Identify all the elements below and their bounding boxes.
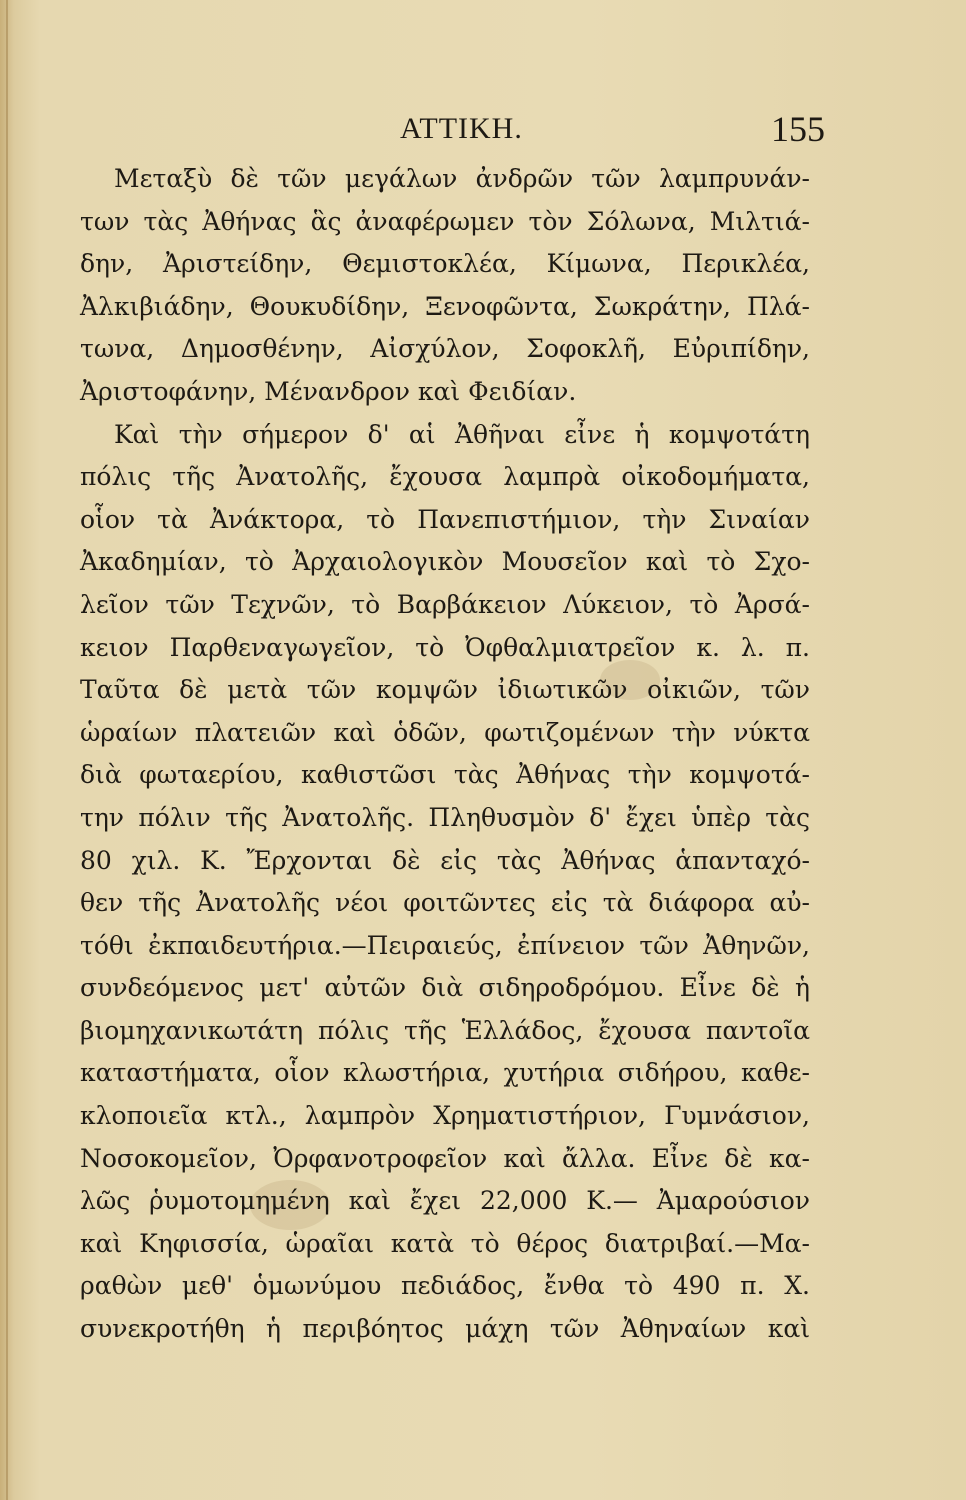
text-line: κειον Παρθεναγωγεῖον, τὸ Ὀφθαλμιατρεῖον κ. λ. π. xyxy=(80,632,810,662)
text-line: οἷον τὰ Ἀνάκτορα, τὸ Πανεπιστήμιον, τὴν Σιναίαν xyxy=(80,504,810,534)
text-line: θεν τῆς Ἀνατολῆς νέοι φοιτῶντες εἰς τὰ διάφορα αὐ- xyxy=(80,888,810,918)
running-header xyxy=(115,108,825,152)
body-text xyxy=(80,158,810,1351)
text-line: Καὶ τὴν σήμερον δ' αἱ Ἀθῆναι εἶνε ἡ κομψοτάτη xyxy=(114,419,810,449)
text-line: ραθὼν μεθ' ὁμωνύμου πεδιάδος, ἔνθα τὸ 490 π. Χ. xyxy=(80,1271,810,1301)
text-line: καὶ Κηφισσία, ὡραῖαι κατὰ τὸ θέρος διατριβαί.—Μα- xyxy=(80,1228,810,1258)
text-line: Νοσοκομεῖον, Ὀρφανοτροφεῖον καὶ ἄλλα. Εἶνε δὲ κα- xyxy=(80,1143,810,1173)
text-line: την πόλιν τῆς Ἀνατολῆς. Πληθυσμὸν δ' ἔχει ὑπὲρ τὰς xyxy=(80,802,810,832)
text-line: Ἀλκιβιάδην, Θουκυδίδην, Ξενοφῶντα, Σωκράτην, Πλά- xyxy=(80,291,810,321)
text-line: τόθι ἐκπαιδευτήρια.—Πειραιεύς, ἐπίνειον τῶν Ἀθηνῶν, xyxy=(80,930,810,960)
running-title: ΑΤΤΙΚΗ. xyxy=(400,112,523,145)
text-line: συνεκροτήθη ἡ περιβόητος μάχη τῶν Ἀθηναίων καὶ xyxy=(80,1314,810,1344)
text-line: 80 χιλ. Κ. Ἔρχονται δὲ εἰς τὰς Ἀθήνας ἁπανταχό- xyxy=(80,845,810,875)
text-line: βιομηχανικωτάτη πόλις τῆς Ἑλλάδος, ἔχουσα παντοῖα xyxy=(80,1015,810,1045)
text-line: Ἀριστοφάνην, Μένανδρον καὶ Φειδίαν. xyxy=(80,376,577,406)
text-line: ὡραίων πλατειῶν καὶ ὁδῶν, φωτιζομένων τὴν νύκτα xyxy=(80,717,810,747)
text-line: Μεταξὺ δὲ τῶν μεγάλων ἀνδρῶν τῶν λαμπρυνάν- xyxy=(114,164,810,193)
text-line: διὰ φωταερίου, καθιστῶσι τὰς Ἀθήνας τὴν κομψοτά- xyxy=(80,760,810,790)
text-line: κλοποιεῖα κτλ., λαμπρὸν Χρηματιστήριον, Γυμνάσιον, xyxy=(80,1101,810,1131)
text-line: των τὰς Ἀθήνας ἃς ἀναφέρωμεν τὸν Σόλωνα, Μιλτιά- xyxy=(80,206,810,236)
text-line: λεῖον τῶν Τεχνῶν, τὸ Βαρβάκειον Λύκειον, τὸ Ἀρσά- xyxy=(80,589,810,619)
text-line: λῶς ῥυμοτομημένη καὶ ἔχει 22,000 Κ.— Ἀμαρούσιον xyxy=(80,1186,810,1216)
text-line: πόλις τῆς Ἀνατολῆς, ἔχουσα λαμπρὰ οἰκοδομήματα, xyxy=(80,462,810,492)
page-binding-edge xyxy=(6,0,8,1500)
page-number: 155 xyxy=(771,109,825,149)
text-line: συνδεόμενος μετ' αὐτῶν διὰ σιδηροδρόμου. Εἶνε δὲ ἡ xyxy=(80,973,810,1003)
text-line: Ἀκαδημίαν, τὸ Ἀρχαιολογικὸν Μουσεῖον καὶ τὸ Σχο- xyxy=(80,547,810,577)
text-line: καταστήματα, οἷον κλωστήρια, χυτήρια σιδήρου, καθε- xyxy=(80,1058,810,1088)
text-line: δην, Ἀριστείδην, Θεμιστοκλέα, Κίμωνα, Περικλέα, xyxy=(80,249,810,279)
text-line: Ταῦτα δὲ μετὰ τῶν κομψῶν ἰδιωτικῶν οἰκιῶν, τῶν xyxy=(80,675,810,705)
text-line: τωνα, Δημοσθένην, Αἰσχύλον, Σοφοκλῆ, Εὐριπίδην, xyxy=(80,334,810,364)
